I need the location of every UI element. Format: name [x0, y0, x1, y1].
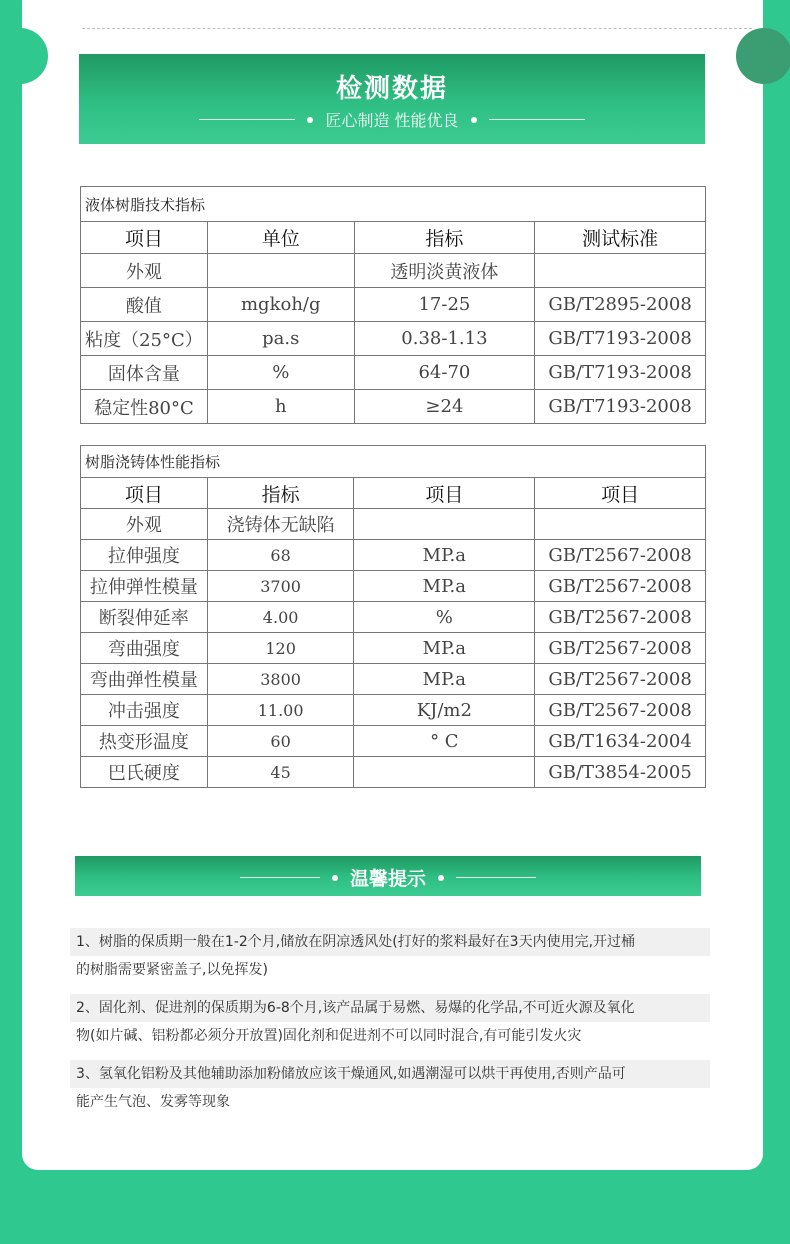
- table-cell: GB/T2895-2008: [535, 288, 706, 322]
- table-row: [81, 540, 706, 571]
- tips-title: 温馨提示: [349, 868, 426, 890]
- table-cell: MP.a: [354, 633, 535, 664]
- column-header: 单位: [207, 222, 354, 254]
- table-cell: GB/T2567-2008: [535, 695, 706, 726]
- tip-line: 的树脂需要紧密盖子,以免挥发): [76, 962, 268, 978]
- table-row: [81, 356, 706, 390]
- table-cell: GB/T2567-2008: [535, 633, 706, 664]
- table-header-row: [81, 222, 706, 254]
- subtitle-dot-left: [307, 117, 313, 123]
- table-row: [81, 509, 706, 540]
- table-cell: 稳定性80°C: [81, 390, 208, 424]
- table-cell: 浇铸体无缺陷: [207, 509, 354, 540]
- column-header: 指标: [354, 222, 535, 254]
- table-cell: 固体含量: [81, 356, 208, 390]
- table-cell: 拉伸强度: [81, 540, 208, 571]
- table-cell: 冲击强度: [81, 695, 208, 726]
- table-cell: mgkoh/g: [207, 288, 354, 322]
- tips-banner: [75, 856, 701, 896]
- table-cell: 120: [207, 633, 354, 664]
- table-row: [81, 664, 706, 695]
- table-cell: 外观: [81, 509, 208, 540]
- table-cell: 4.00: [207, 602, 354, 633]
- column-header: 测试标准: [535, 222, 706, 254]
- tip-line: 2、固化剂、促进剂的保质期为6-8个月,该产品属于易燃、易爆的化学品,不可近火源及氧化: [70, 994, 710, 1022]
- dashed-divider: [82, 28, 752, 29]
- tip-line: 能产生气泡、发雾等现象: [76, 1094, 230, 1110]
- table-cell: GB/T7193-2008: [535, 356, 706, 390]
- tips-dot-left: [332, 875, 338, 881]
- right-notch-decoration: [736, 28, 790, 84]
- table-cell: 巴氏硬度: [81, 757, 208, 788]
- table-cell: GB/T2567-2008: [535, 602, 706, 633]
- table-cell: KJ/m2: [354, 695, 535, 726]
- column-header: 项目: [81, 478, 208, 509]
- table-cell: 酸值: [81, 288, 208, 322]
- table-cell: MP.a: [354, 540, 535, 571]
- table-cell: 弯曲弹性模量: [81, 664, 208, 695]
- table-row: [81, 288, 706, 322]
- table-cell: GB/T3854-2005: [535, 757, 706, 788]
- liquid-resin-spec-table: [80, 186, 706, 424]
- table-row: [81, 695, 706, 726]
- table-cell: GB/T1634-2004: [535, 726, 706, 757]
- table-caption: 树脂浇铸体性能指标: [81, 446, 706, 478]
- table-row: [81, 571, 706, 602]
- table-cell: GB/T7193-2008: [535, 390, 706, 424]
- table-row: [81, 633, 706, 664]
- table-cell: [535, 254, 706, 288]
- tip-line: 1、树脂的保质期一般在1-2个月,储放在阴凉透风处(打好的浆料最好在3天内使用完,开过桶: [70, 928, 710, 956]
- tips-line-left: [240, 877, 320, 878]
- header-banner: [79, 54, 705, 144]
- table-cell: 拉伸弹性模量: [81, 571, 208, 602]
- page-title: 检测数据: [335, 74, 448, 104]
- table-cell: pa.s: [207, 322, 354, 356]
- table-row: [81, 757, 706, 788]
- table-cell: %: [207, 356, 354, 390]
- table-cell: 11.00: [207, 695, 354, 726]
- subtitle-line-right: [489, 119, 585, 120]
- table-cell: 3700: [207, 571, 354, 602]
- table-row: [81, 726, 706, 757]
- column-header: 项目: [354, 478, 535, 509]
- table-cell: 68: [207, 540, 354, 571]
- table-cell: GB/T2567-2008: [535, 571, 706, 602]
- table-cell: [354, 757, 535, 788]
- table-cell: [354, 509, 535, 540]
- table-row: [81, 322, 706, 356]
- table-cell: 弯曲强度: [81, 633, 208, 664]
- table-cell: GB/T7193-2008: [535, 322, 706, 356]
- tips-title-row: [75, 864, 701, 891]
- table-header-row: [81, 478, 706, 509]
- tips-dot-right: [438, 875, 444, 881]
- table-cell: 60: [207, 726, 354, 757]
- table-row: [81, 254, 706, 288]
- tips-list: [70, 928, 710, 1116]
- table-cell: h: [207, 390, 354, 424]
- header-subtitle-row: [79, 108, 705, 131]
- table-cell: MP.a: [354, 571, 535, 602]
- table-cell: ° C: [354, 726, 535, 757]
- table-cell: 3800: [207, 664, 354, 695]
- table-cell: 0.38-1.13: [354, 322, 535, 356]
- table-caption: 液体树脂技术指标: [81, 187, 706, 222]
- tip-line: 物(如片碱、铝粉都必须分开放置)固化剂和促进剂不可以同时混合,有可能引发火灾: [76, 1028, 582, 1044]
- table-row: [81, 602, 706, 633]
- tip-line: 3、氢氧化铝粉及其他辅助添加粉储放应该干燥通风,如遇潮湿可以烘干再使用,否则产品可: [70, 1060, 710, 1088]
- table-cell: [207, 254, 354, 288]
- table-cell: 粘度（25°C）: [81, 322, 208, 356]
- table-cell: [535, 509, 706, 540]
- column-header: 项目: [535, 478, 706, 509]
- table-cell: GB/T2567-2008: [535, 540, 706, 571]
- table-cell: 45: [207, 757, 354, 788]
- table-cell: 17-25: [354, 288, 535, 322]
- cast-resin-performance-table: [80, 445, 706, 788]
- table-cell: GB/T2567-2008: [535, 664, 706, 695]
- subtitle-dot-right: [471, 117, 477, 123]
- header-subtitle: 匠心制造 性能优良: [325, 111, 459, 130]
- table-cell: 断裂伸延率: [81, 602, 208, 633]
- table-cell: %: [354, 602, 535, 633]
- column-header: 指标: [207, 478, 354, 509]
- table-cell: 热变形温度: [81, 726, 208, 757]
- table-caption-row: [81, 446, 706, 478]
- table-cell: 透明淡黄液体: [354, 254, 535, 288]
- table-cell: ≥24: [354, 390, 535, 424]
- tips-line-right: [456, 877, 536, 878]
- table-row: [81, 390, 706, 424]
- table-cell: 64-70: [354, 356, 535, 390]
- column-header: 项目: [81, 222, 208, 254]
- table-cell: 外观: [81, 254, 208, 288]
- table-cell: MP.a: [354, 664, 535, 695]
- table-caption-row: [81, 187, 706, 222]
- subtitle-line-left: [199, 119, 295, 120]
